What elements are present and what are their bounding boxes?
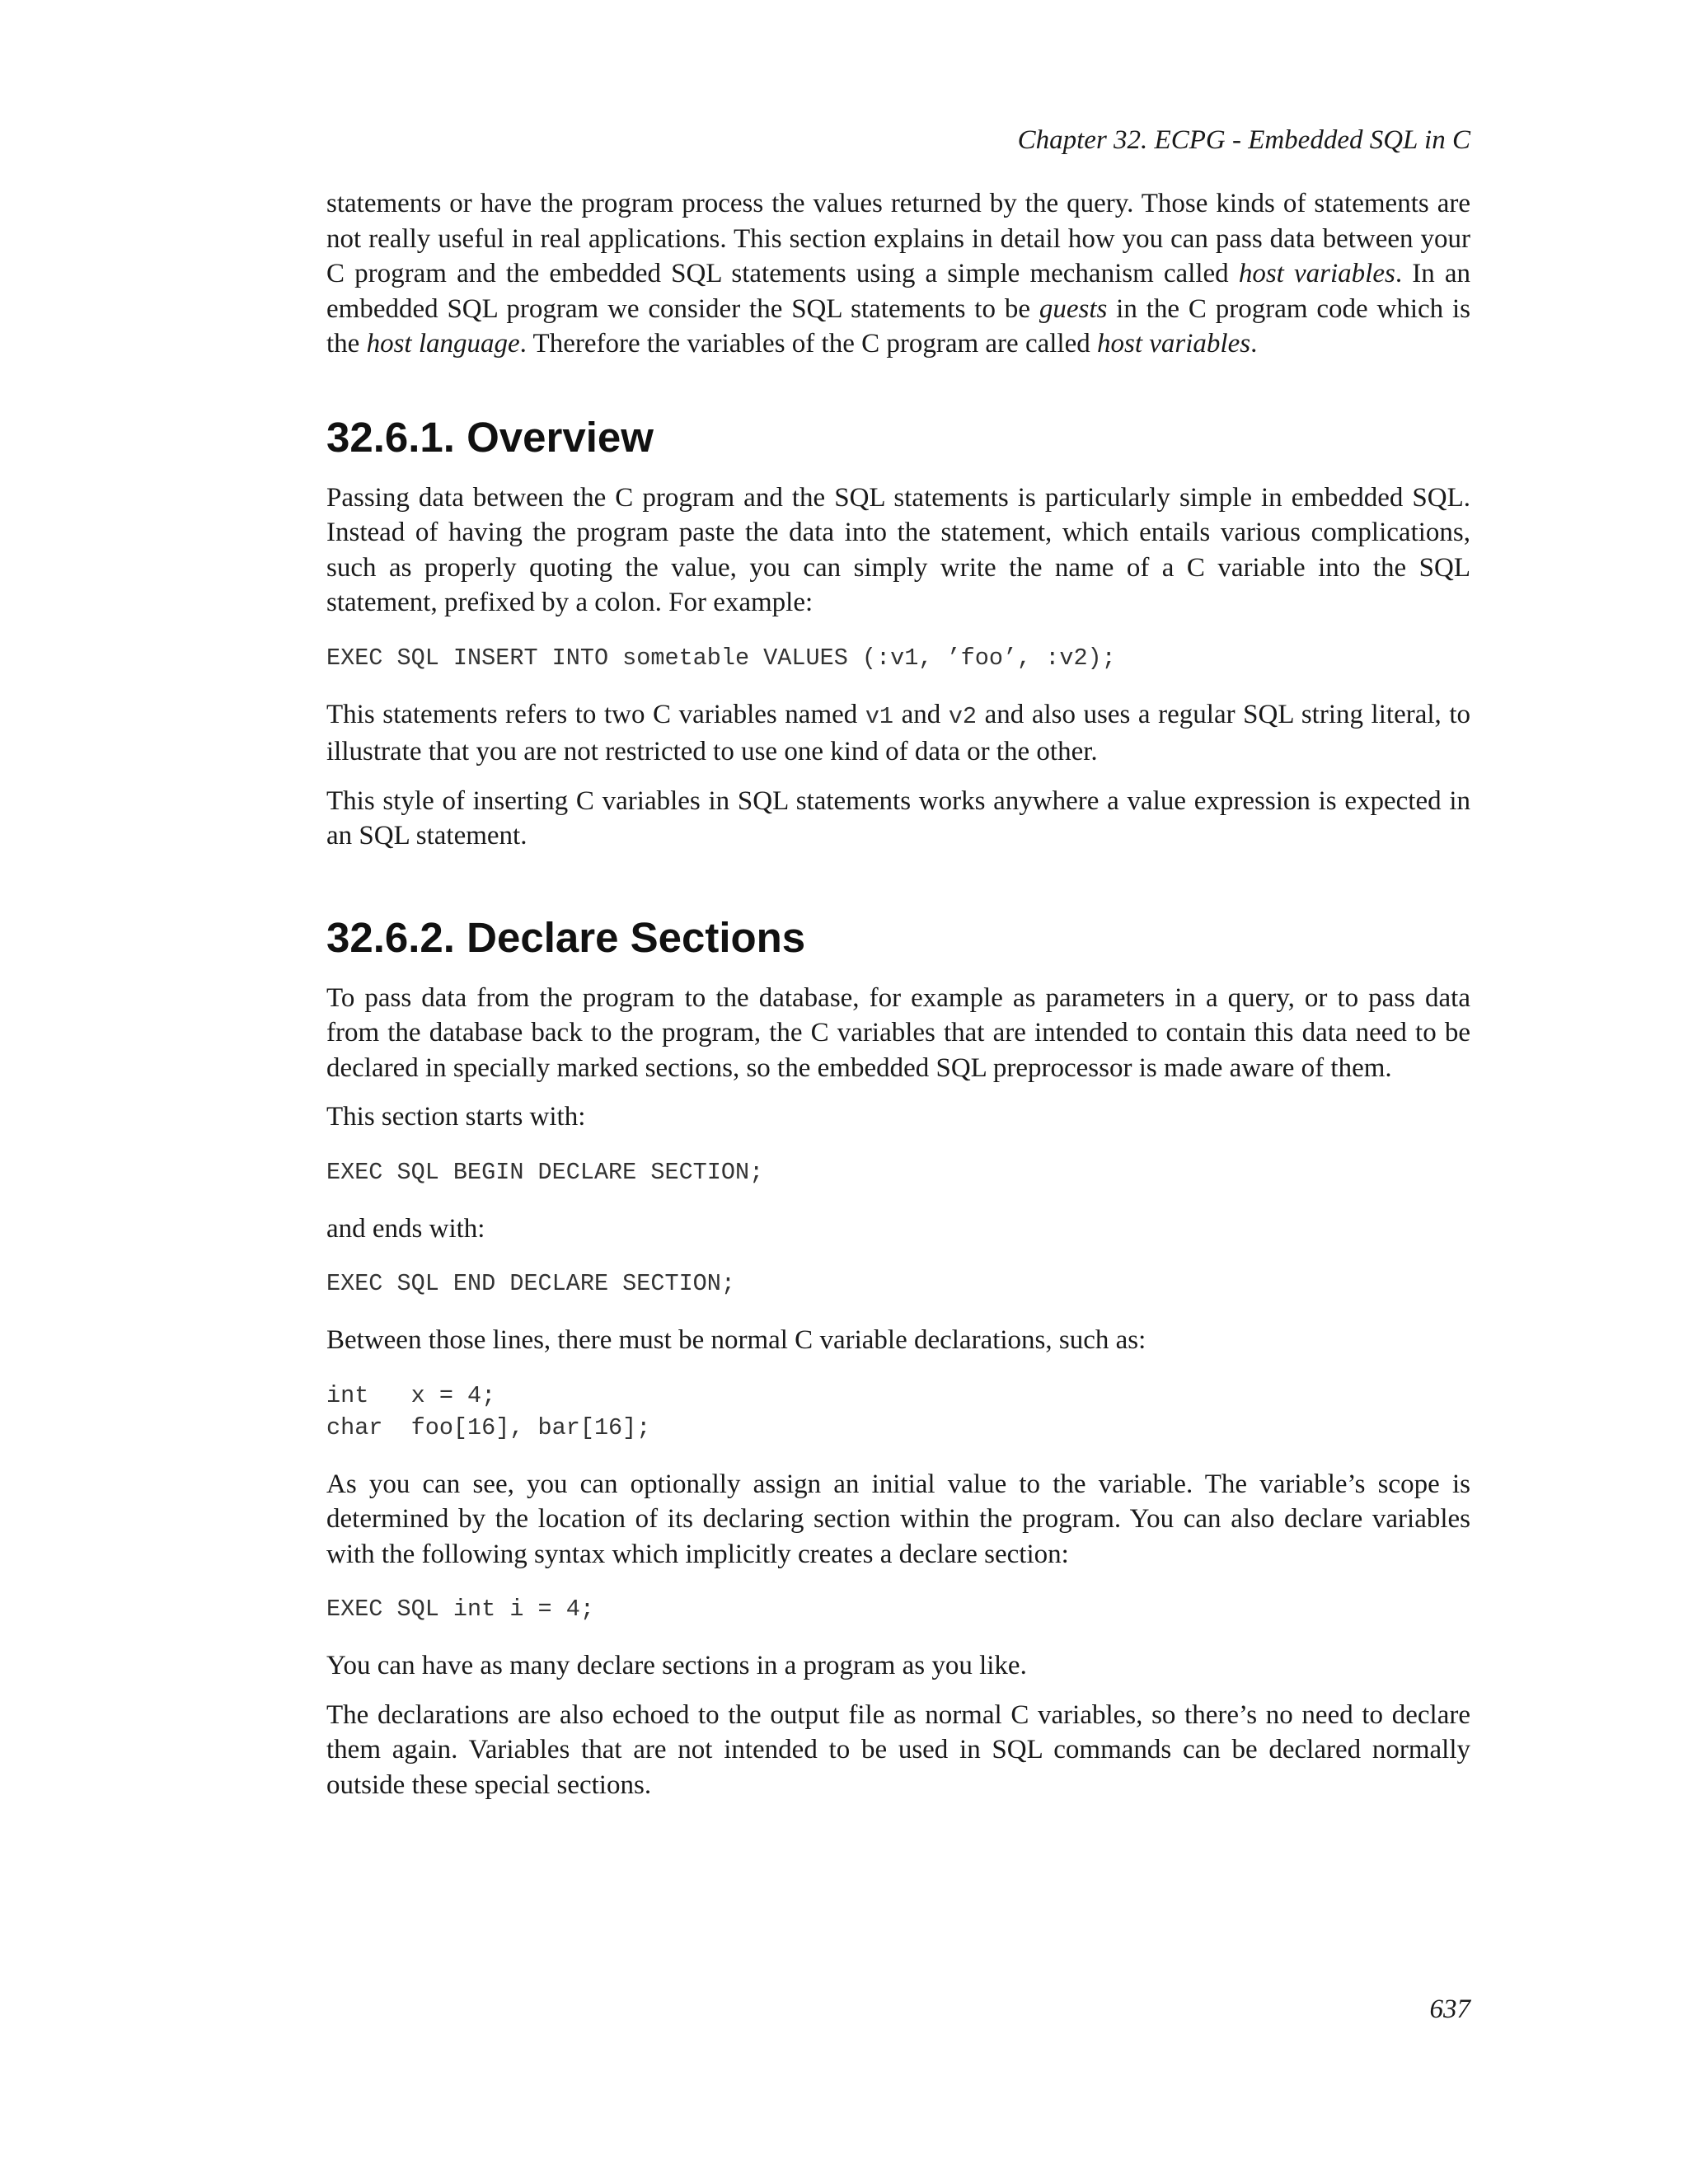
declare-paragraph-4: Between those lines, there must be normal C variable declarations, such as: (326, 1325, 1146, 1355)
document-page (326, 124, 1470, 1816)
intro-text-1: statements or have the program process the values returned by the query. Those kinds of statements are not really useful in real applications. This section explains in detail how you can pass data between your C program and the embedded SQL statements using a simple mechanism called (326, 189, 1470, 288)
inline-code-v2: v2 (948, 702, 978, 730)
overview-paragraph-3: This style of inserting C variables in SQL statements works anywhere a value expression is expected in an SQL statement. (326, 785, 1470, 851)
intro-text-2: . In an embedded SQL program we consider the SQL statements to be (326, 259, 1471, 324)
code-block-end-declare: EXEC SQL END DECLARE SECTION; (326, 1270, 735, 1297)
code-block-insert: EXEC SQL INSERT INTO sometable VALUES (:v1, ’foo’, :v2); (326, 644, 1116, 672)
inline-code-v1: v1 (865, 702, 894, 730)
page-number: 637 (1429, 1994, 1470, 2024)
intro-text-3: in the C program code which is the (326, 293, 1471, 359)
overview-paragraph-1: Passing data between the C program and the SQL statements is particularly simple in embedded SQL. Instead of having the program paste the data into the statement, which entails various complications, such as properly quoting the value, you can simply write the name of a C variable into the SQL statement, prefixed by a colon. For example: (326, 482, 1470, 617)
intro-text-4: . Therefore the variables of the C program are called (519, 329, 1097, 359)
declare-paragraph-1: To pass data from the program to the database, for example as parameters in a query, or to pass data from the database back to the program, the C variables that are intended to contain this data need to be declared in specially marked sections, so the embedded SQL preprocessor is made aware of them. (326, 982, 1470, 1083)
section-heading-declare-sections: 32.6.2. Declare Sections (326, 913, 806, 961)
code-block-begin-declare: EXEC SQL BEGIN DECLARE SECTION; (326, 1158, 764, 1186)
code-block-variable-declarations: int x = 4; char foo[16], bar[16]; (326, 1381, 651, 1441)
code-block-exec-sql-int: EXEC SQL int i = 4; (326, 1596, 594, 1623)
overview-paragraph-2 (326, 697, 1470, 770)
overview-p2-text-b: and (893, 699, 949, 729)
declare-paragraph-3: and ends with: (326, 1213, 485, 1244)
section-heading-overview: 32.6.1. Overview (326, 413, 654, 461)
declare-paragraph-6: You can have as many declare sections in a program as you like. (326, 1651, 1027, 1680)
declare-paragraph-7: The declarations are also echoed to the output file as normal C variables, so there’s no need to declare them again. Variables that are not intended to be used in SQL commands can be declared normally outside these special sections. (326, 1699, 1470, 1800)
intro-paragraph (326, 186, 1470, 362)
declare-paragraph-2: This section starts with: (326, 1102, 586, 1132)
intro-emphasis-3: host language (366, 329, 520, 359)
intro-emphasis-2: guests (1039, 293, 1108, 324)
overview-p2-text-c: and also uses a regular SQL string literal, to illustrate that you are not restricted to use one kind of data or the other. (326, 699, 1470, 766)
intro-emphasis-4: host variables (1096, 329, 1251, 359)
declare-paragraph-5: As you can see, you can optionally assign an initial value to the variable. The variable’s scope is determined by the location of its declaring section within the program. You can also declare variables with the following syntax which implicitly creates a declare section: (326, 1469, 1470, 1569)
running-header: Chapter 32. ECPG - Embedded SQL in C (1017, 125, 1470, 155)
overview-p2-text-a: This statements refers to two C variables named (326, 699, 865, 729)
intro-text-5: . (1250, 329, 1258, 359)
intro-emphasis-1: host variables (1238, 259, 1395, 288)
